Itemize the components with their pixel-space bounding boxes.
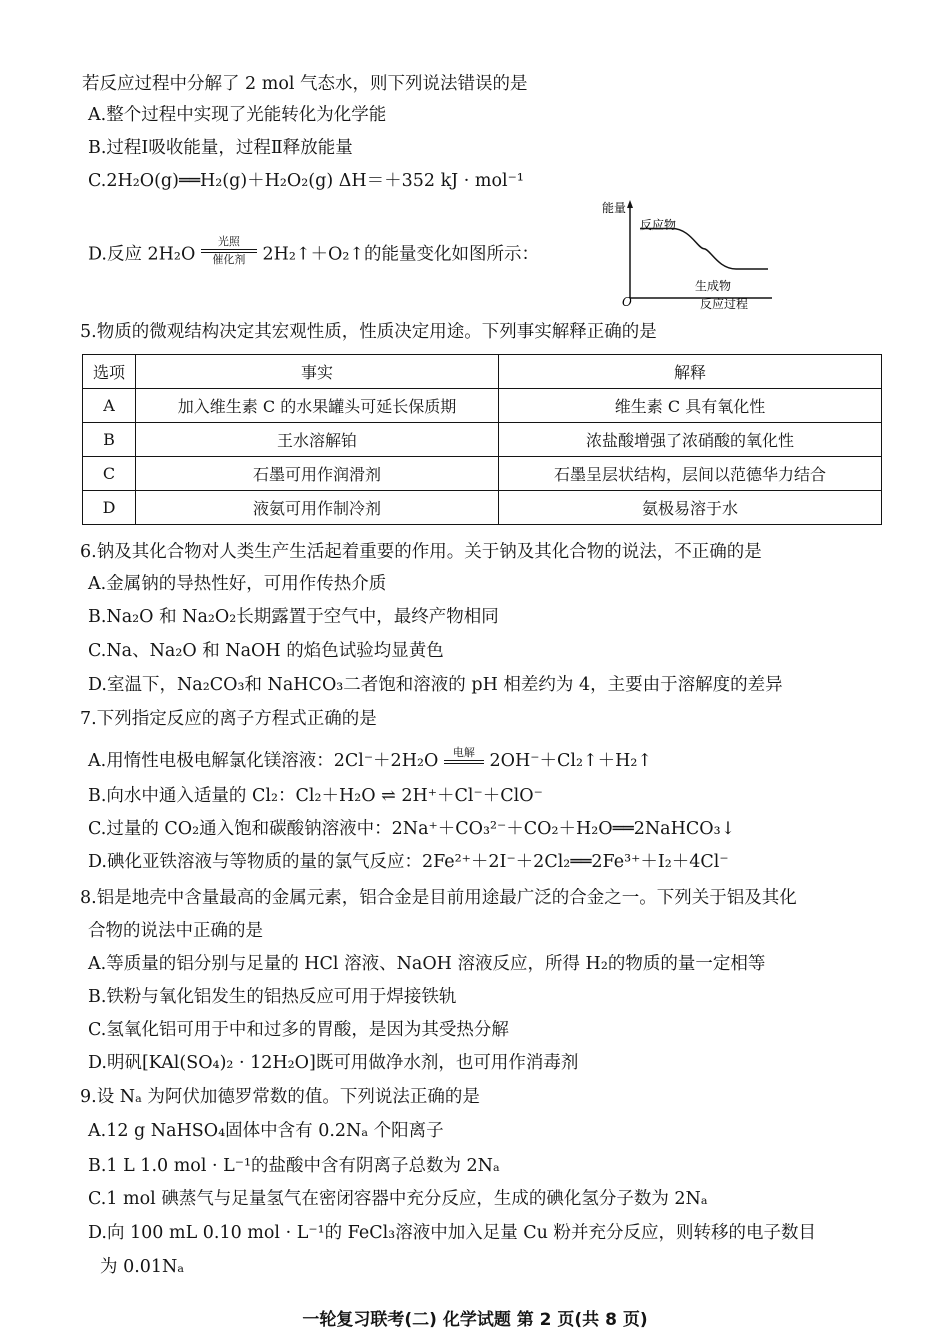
reaction-arrow: [201, 236, 257, 266]
facts-table: [82, 354, 882, 525]
cell-explanation: 浓盐酸增强了浓硝酸的氧化性: [499, 423, 882, 457]
q5-stem: 5.物质的微观结构决定其宏观性质，性质决定用途。下列事实解释正确的是: [80, 322, 657, 342]
q4-option-a: A.整个过程中实现了光能转化为化学能: [88, 105, 387, 125]
reaction-condition-top: 光照: [217, 235, 240, 248]
q7-option-c: C.过量的 CO₂通入饱和碳酸钠溶液中：2Na⁺＋CO₃²⁻＋CO₂＋H₂O══2NaHCO₃↓: [88, 819, 736, 839]
q6-option-c: C.Na、Na₂O 和 NaOH 的焰色试验均显黄色: [88, 641, 444, 661]
q4-option-d-suffix: 2H₂↑＋O₂↑的能量变化如图所示：: [262, 244, 540, 265]
cell-fact: 王水溶解铂: [136, 423, 499, 457]
energy-diagram: [600, 198, 780, 310]
cell-explanation: 石墨呈层状结构，层间以范德华力结合: [499, 457, 882, 491]
table-row: [83, 457, 882, 491]
q7-option-b: B.向水中通入适量的 Cl₂：Cl₂＋H₂O ⇌ 2H⁺＋Cl⁻＋ClO⁻: [88, 786, 543, 806]
q8-stem-line1: 8.铝是地壳中含量最高的金属元素，铝合金是目前用途最广泛的合金之一。下列关于铝及其化: [80, 888, 797, 908]
q9-option-a: A.12 g NaHSO₄固体中含有 0.2Nₐ 个阳离子: [88, 1121, 444, 1141]
header-explanation: 解释: [499, 355, 882, 389]
electrolysis-arrow: [444, 747, 484, 765]
cell-fact: 液氨可用作制冷剂: [136, 491, 499, 525]
q6-option-a: A.金属钠的导热性好，可用作传热介质: [88, 574, 387, 594]
q4-option-b: B.过程Ⅰ吸收能量，过程Ⅱ释放能量: [88, 138, 353, 158]
table-row: [83, 389, 882, 423]
energy-curve: [640, 229, 768, 270]
x-axis-label: 反应过程: [700, 297, 749, 310]
origin-label: O: [622, 295, 632, 309]
cell-explanation: 氨极易溶于水: [499, 491, 882, 525]
cell-option: A: [83, 389, 136, 423]
q7-stem: 7.下列指定反应的离子方程式正确的是: [80, 709, 377, 729]
electrolysis-label: 电解: [452, 745, 475, 759]
q7-option-a-prefix: A.用惰性电极电解氯化镁溶液：2Cl⁻＋2H₂O: [88, 751, 439, 771]
q8-stem-line2: 合物的说法中正确的是: [88, 921, 263, 941]
q9-option-c: C.1 mol 碘蒸气与足量氢气在密闭容器中充分反应，生成的碘化氢分子数为 2Nₐ: [88, 1189, 708, 1209]
cell-option: B: [83, 423, 136, 457]
q4-stem: 若反应过程中分解了 2 mol 气态水，则下列说法错误的是: [82, 74, 528, 94]
reaction-condition-bottom: 催化剂: [212, 253, 246, 266]
q9-option-d-line1: D.向 100 mL 0.10 mol · L⁻¹的 FeCl₃溶液中加入足量 Cu 粉并充分反应，则转移的电子数目: [88, 1223, 816, 1243]
header-fact: 事实: [136, 355, 499, 389]
q8-option-a: A.等质量的铝分别与足量的 HCl 溶液、NaOH 溶液反应，所得 H₂的物质的量一定相等: [88, 954, 766, 974]
q4-option-d: [88, 235, 540, 270]
q7-option-d: D.碘化亚铁溶液与等物质的量的氯气反应：2Fe²⁺＋2I⁻＋2Cl₂══2Fe³⁺＋I₂＋4Cl⁻: [88, 852, 729, 872]
cell-explanation: 维生素 C 具有氧化性: [499, 389, 882, 423]
cell-fact: 石墨可用作润滑剂: [136, 457, 499, 491]
q7-option-a: [88, 745, 653, 772]
cell-option: C: [83, 457, 136, 491]
reactant-label: 反应物: [640, 218, 677, 232]
table-row: [83, 491, 882, 525]
q9-option-d-line2: 为 0.01Nₐ: [100, 1257, 185, 1277]
q8-option-c: C.氢氧化铝可用于中和过多的胃酸，是因为其受热分解: [88, 1020, 509, 1040]
q4-option-d-prefix: D.反应 2H₂O: [88, 244, 196, 265]
q6-option-b: B.Na₂O 和 Na₂O₂长期露置于空气中，最终产物相同: [88, 607, 499, 627]
q6-stem: 6.钠及其化合物对人类生产生活起着重要的作用。关于钠及其化合物的说法，不正确的是: [80, 542, 762, 562]
y-axis-label: 能量: [602, 201, 627, 215]
product-label: 生成物: [695, 279, 732, 293]
y-axis-arrowhead: [627, 200, 633, 208]
q4-option-c: C.2H₂O(g)══H₂(g)＋H₂O₂(g) ΔH＝＋352 kJ · mol⁻¹: [88, 171, 524, 191]
page-footer: 一轮复习联考(二) 化学试题 第 2 页(共 8 页): [302, 1310, 648, 1330]
q9-stem: 9.设 Nₐ 为阿伏加德罗常数的值。下列说法正确的是: [80, 1087, 480, 1107]
q7-option-a-suffix: 2OH⁻＋Cl₂↑＋H₂↑: [489, 751, 653, 771]
q8-option-d: D.明矾[KAl(SO₄)₂ · 12H₂O]既可用做净水剂，也可用作消毒剂: [88, 1053, 579, 1073]
cell-fact: 加入维生素 C 的水果罐头可延长保质期: [136, 389, 499, 423]
table-header-row: [83, 355, 882, 389]
q9-option-b: B.1 L 1.0 mol · L⁻¹的盐酸中含有阴离子总数为 2Nₐ: [88, 1156, 500, 1176]
q8-option-b: B.铁粉与氧化铝发生的铝热反应可用于焊接铁轨: [88, 987, 457, 1007]
q6-option-d: D.室温下，Na₂CO₃和 NaHCO₃二者饱和溶液的 pH 相差约为 4，主要由于溶解度的差异: [88, 675, 783, 695]
header-option: 选项: [83, 355, 136, 389]
table-row: [83, 423, 882, 457]
cell-option: D: [83, 491, 136, 525]
